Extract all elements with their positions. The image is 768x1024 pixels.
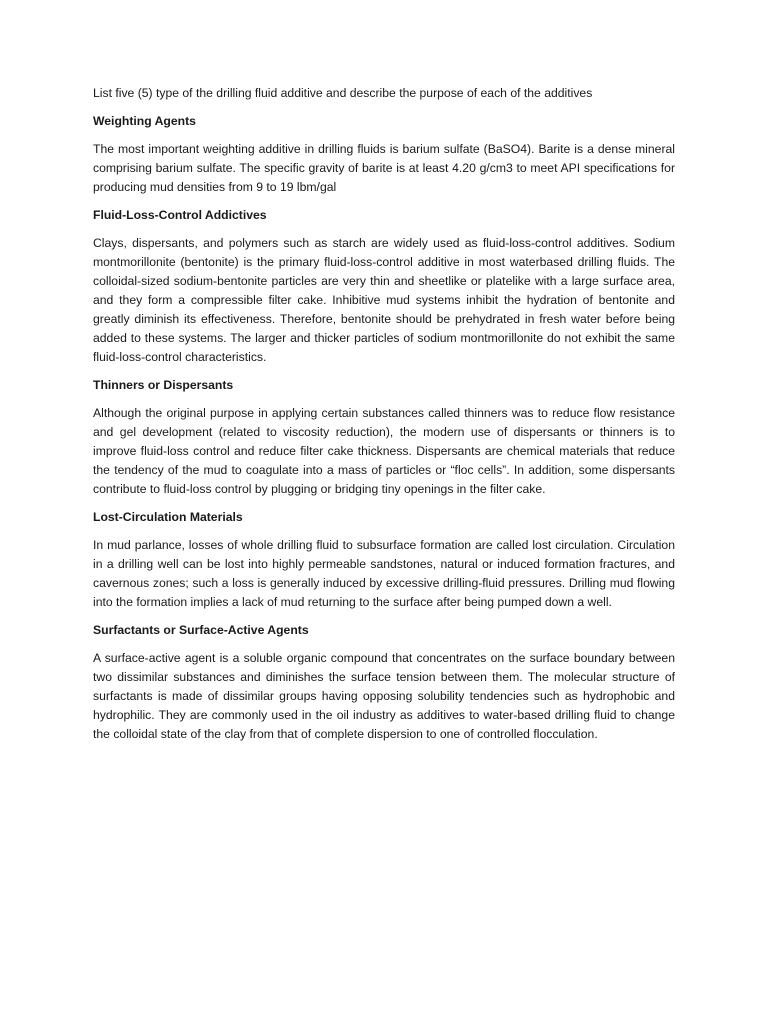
section-body-fluid-loss-control: Clays, dispersants, and polymers such as starch are widely used as fluid-loss-control additives. Sodium montmorillonite (bentonite) is the primary fluid-loss-control additive in most waterbased drilling fluids. The colloidal-sized sodium-bentonite particles are very thin and sheetlike or platelike with a large surface area, and they form a compressible filter cake. Inhibitive mud systems inhibit the hydration of bentonite and greatly diminish its effectiveness. Therefore, bentonite should be prehydrated in fresh water before being added to these systems. The larger and thicker particles of sodium montmorillonite do not exhibit the same fluid-loss-control characteristics.: [93, 236, 675, 364]
section-body-surfactants: A surface-active agent is a soluble organic compound that concentrates on the surface boundary between two dissimilar substances and diminishes the surface tension between them. The molecular structure of surfactants is made of dissimilar groups having opposing solubility tendencies such as hydrophobic and hydrophilic. They are commonly used in the oil industry as additives to water-based drilling fluid to change the colloidal state of the clay from that of complete dispersion to one of controlled flocculation.: [93, 651, 675, 741]
section-heading-thinners-dispersants: Thinners or Dispersants: [93, 378, 234, 392]
question-text: List five (5) type of the drilling fluid additive and describe the purpose of each of the additives: [93, 86, 593, 100]
section-heading-fluid-loss-control: Fluid-Loss-Control Addictives: [93, 208, 267, 222]
section-body-thinners-dispersants: Although the original purpose in applying certain substances called thinners was to reduce flow resistance and gel development (related to viscosity reduction), the modern use of dispersants or thinners is to improve fluid-loss control and reduce filter cake thickness. Dispersants are chemical materials that reduce the tendency of the mud to coagulate into a mass of particles or “floc cells”. In addition, some dispersants contribute to fluid-loss control by plugging or bridging tiny openings in the filter cake.: [93, 406, 675, 496]
section-heading-lost-circulation: Lost-Circulation Materials: [93, 510, 243, 524]
document-page: [93, 84, 675, 753]
section-body-weighting-agents: The most important weighting additive in drilling fluids is barium sulfate (BaSO4). Barite is a dense mineral comprising barium sulfate. The specific gravity of barite is at least 4.20 g/cm3 to meet API specifications for producing mud densities from 9 to 19 lbm/gal: [93, 142, 675, 194]
section-heading-weighting-agents: Weighting Agents: [93, 114, 196, 128]
section-heading-surfactants: Surfactants or Surface-Active Agents: [93, 623, 309, 637]
section-body-lost-circulation: In mud parlance, losses of whole drilling fluid to subsurface formation are called lost circulation. Circulation in a drilling well can be lost into highly permeable sandstones, natural or induced formation fractures, and cavernous zones; such a loss is generally induced by excessive drilling-fluid pressures. Drilling mud flowing into the formation implies a lack of mud returning to the surface after being pumped down a well.: [93, 538, 675, 609]
